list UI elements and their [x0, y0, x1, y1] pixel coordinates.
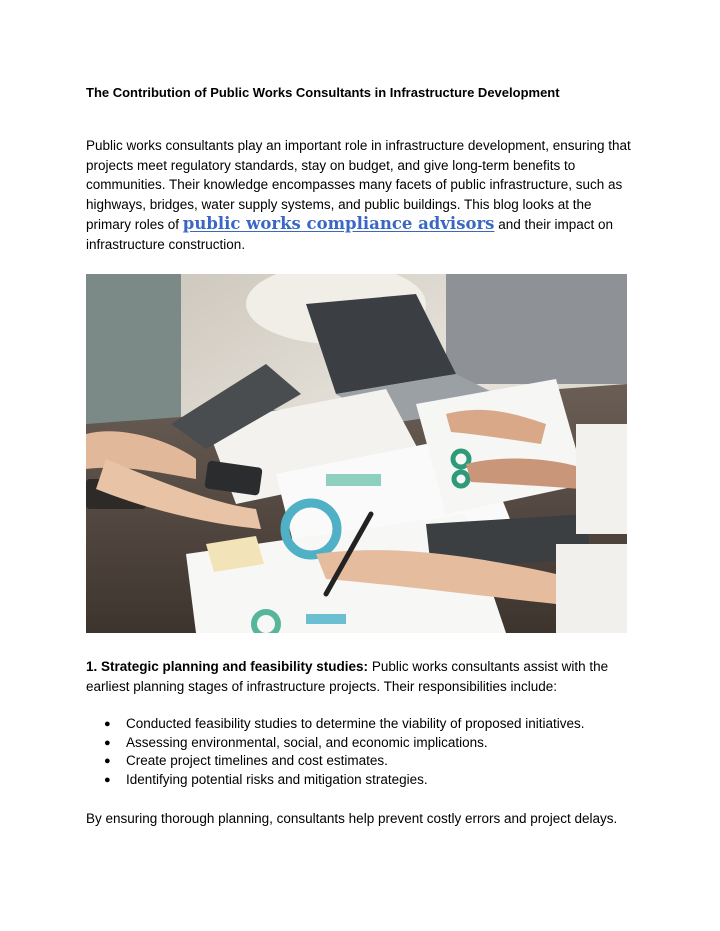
list-item: ● Create project timelines and cost estimates.: [104, 752, 644, 771]
bullet-icon: ●: [104, 736, 111, 749]
closing-paragraph: By ensuring thorough planning, consultants help prevent costly errors and project delays.: [86, 811, 618, 826]
section-text: Public works consultants assist with the earliest planning stages of infrastructure projects. Their responsibilities include:: [86, 659, 609, 694]
intro-paragraph: [86, 136, 636, 254]
list-item: ● Assessing environmental, social, and economic implications.: [104, 734, 644, 753]
list-item: ● Conducted feasibility studies to determine the viability of proposed initiatives.: [104, 715, 644, 734]
list-item: ● Identifying potential risks and mitigation strategies.: [104, 771, 644, 790]
document-title: The Contribution of Public Works Consultants in Infrastructure Development: [86, 85, 560, 100]
section-strategic-planning: [86, 657, 636, 696]
bullet-icon: ●: [104, 773, 111, 786]
intro-text-after-link: and their impact on infrastructure construction.: [86, 217, 614, 252]
meeting-photo: [86, 274, 627, 633]
compliance-advisors-link[interactable]: public works compliance advisors: [182, 214, 495, 233]
section-heading: 1. Strategic planning and feasibility studies:: [86, 659, 369, 674]
responsibilities-list: [104, 715, 644, 789]
bullet-icon: ●: [104, 755, 111, 767]
intro-text-before-link: Public works consultants play an important role in infrastructure development, ensuring that projects meet regulatory standards, stay on budget, and give long-term benefits to communities. Their knowledge encompasses many facets of public infrastructure, such as highways, bridges, water supply systems, and public buildings. This blog looks at the primary roles of: [86, 138, 631, 232]
bullet-icon: ●: [104, 718, 111, 730]
